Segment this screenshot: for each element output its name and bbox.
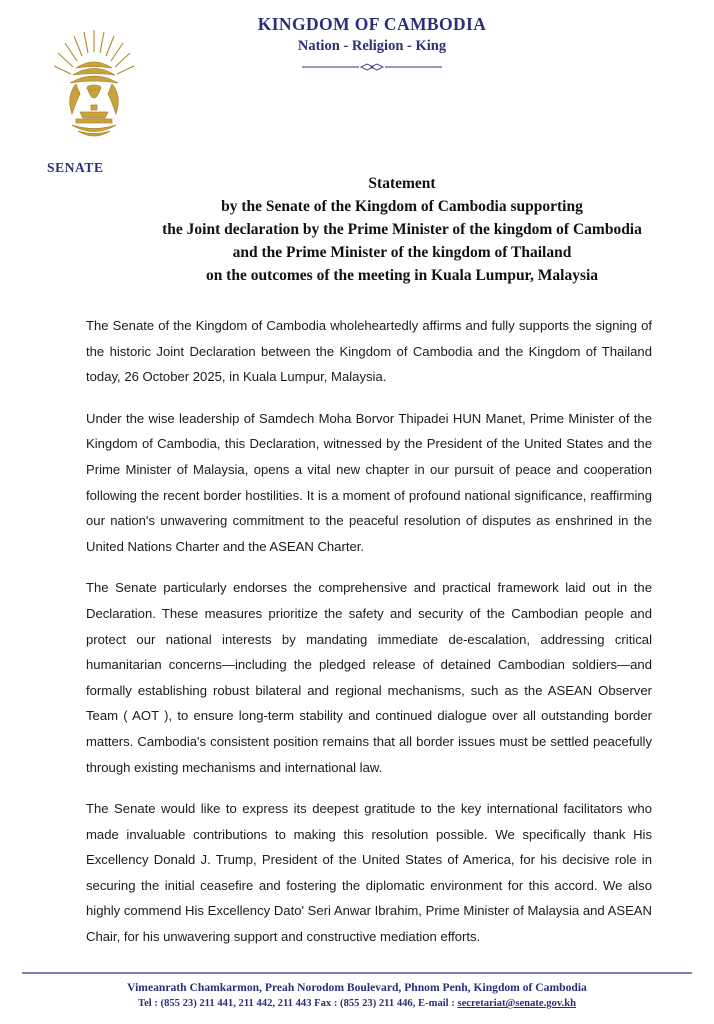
footer-contact-text: Tel : (855 23) 211 441, 211 442, 211 443 Fax : (855 23) 211 446, E-mail :: [137, 998, 458, 1009]
statement-title-block: [0, 172, 714, 287]
statement-title-line-4: and the Prime Minister of the kingdom of Thailand: [232, 244, 572, 261]
footer-email-link[interactable]: secretariat@senate.gov.kh: [457, 998, 576, 1009]
statement-title-line-3: the Joint declaration by the Prime Minister of the kingdom of Cambodia: [162, 221, 642, 238]
senate-label: SENATE: [47, 160, 104, 175]
statement-title-line-5: on the outcomes of the meeting in Kuala Lumpur, Malaysia: [205, 267, 599, 284]
body-paragraph: The Senate would like to express its deepest gratitude to the key international facilitators who made invaluable contributions to making this resolution possible. We specifically thank His Excellency Donald J. Trump, President of the United States of America, for his decisive role in securing the initial ceasefire and fostering the diplomatic environment for this accord. We also highly commend His Excellency Dato' Seri Anwar Ibrahim, Prime Minister of Malaysia and ASEAN Chair, for his unwavering support and constructive mediation efforts.: [86, 801, 652, 945]
document-body: [86, 313, 652, 950]
cambodia-senate-emblem-icon: [46, 22, 142, 142]
footer-divider: [22, 972, 692, 974]
document-header: [0, 0, 714, 175]
body-paragraph: The Senate particularly endorses the comprehensive and practical framework laid out in the Declaration. These measures prioritize the safety and security of the Cambodian people and protect our national interests by mandating immediate de-escalation, addressing critical humanitarian concerns—including the pledged release of detained Cambodian soldiers—and formally establishing robust bilateral and regional mechanisms, such as the ASEAN Observer Team ( AOT ), to ensure long-term stability and continued dialogue over all outstanding border matters. Cambodia's consistent position remains that all border issues must be settled peacefully through existing mechanisms and international law.: [86, 580, 652, 775]
body-paragraph: Under the wise leadership of Samdech Moha Borvor Thipadei HUN Manet, Prime Minister of the Kingdom of Cambodia, this Declaration, witnessed by the President of the United States and the Prime Minister of Malaysia, opens a vital new chapter in our pursuit of peace and cooperation following the recent border hostilities. It is a moment of profound national significance, reaffirming our nation's unwavering commitment to the peaceful resolution of disputes as enshrined in the United Nations Charter and the ASEAN Charter.: [86, 410, 652, 554]
kingdom-title: KINGDOM OF CAMBODIA: [257, 14, 487, 34]
document-footer: [0, 972, 714, 1024]
nation-religion-king-line: Nation - Religion - King: [297, 38, 447, 54]
ornamental-divider-icon: [297, 63, 447, 73]
footer-address: Vimeanrath Chamkarmon, Preah Norodom Boulevard, Phnom Penh, Kingdom of Cambodia: [127, 981, 587, 994]
statement-title-line-2: by the Senate of the Kingdom of Cambodia supporting: [221, 198, 583, 215]
statement-title-line-1: Statement: [368, 175, 436, 192]
footer-contact: [0, 998, 714, 1009]
body-paragraph: The Senate of the Kingdom of Cambodia wholeheartedly affirms and fully supports the signing of the historic Joint Declaration between the Kingdom of Cambodia and the Kingdom of Thailand today, 26 October 2025, in Kuala Lumpur, Malaysia.: [86, 318, 652, 385]
